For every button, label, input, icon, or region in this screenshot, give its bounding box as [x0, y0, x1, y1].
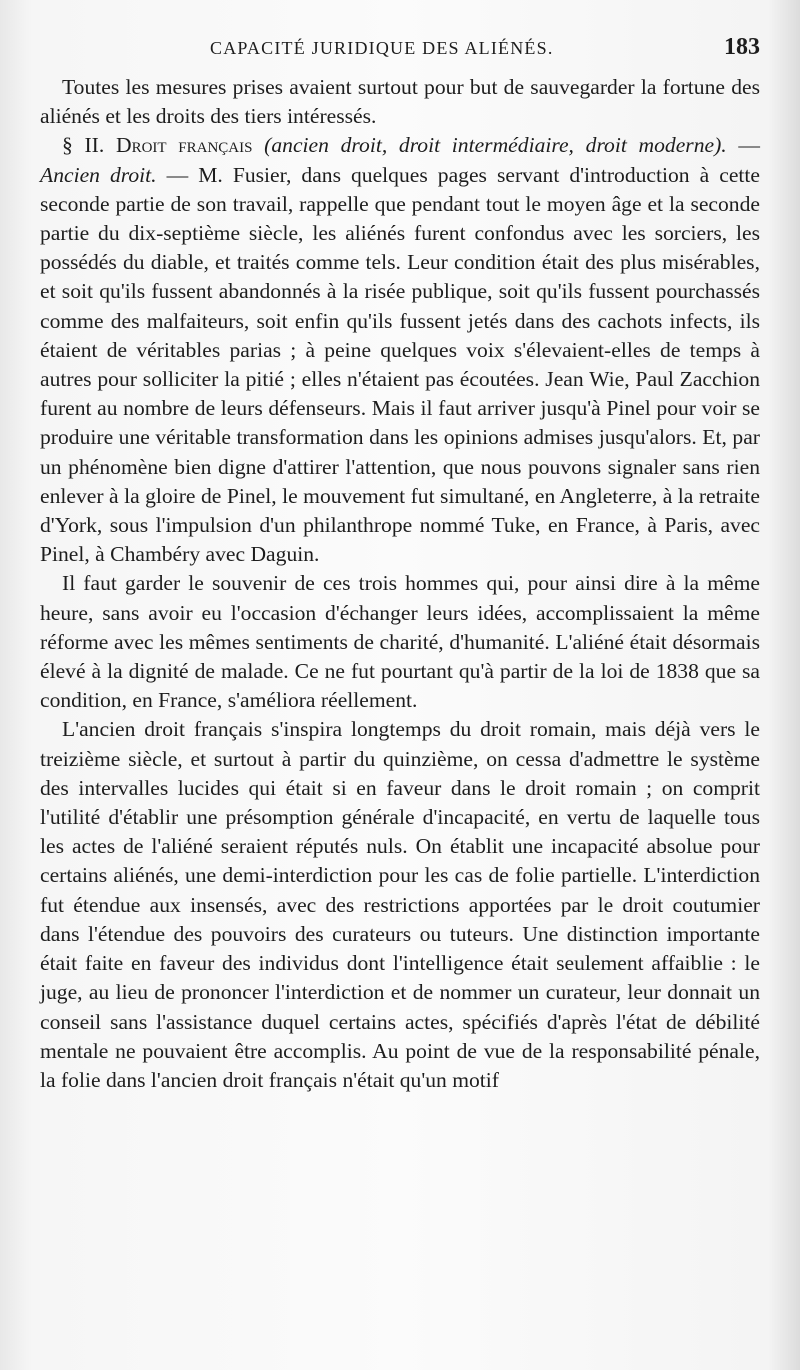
paragraph-1: Toutes les mesures prises avaient surtout pour but de sauvegarder la fortune des aliénés et les droits des tiers intéressés.	[40, 75, 760, 129]
paragraph-2	[40, 131, 760, 569]
page-body	[40, 73, 760, 1095]
page-number: 183	[724, 34, 760, 60]
section-title: Droit français	[115, 133, 253, 158]
paragraph-3: Il faut garder le souvenir de ces trois hommes qui, pour ainsi dire à la même heure, sans avoir eu l'occasion d'échanger leurs idées, accomplissaient la même réforme avec les mêmes sentiments de charité, d'humanité. L'aliéné était désormais élevé à la dignité de malade. Ce ne fut pourtant qu'à partir de la loi de 1838 que sa condition, en France, s'améliora réellement.	[40, 571, 760, 713]
section-subtitle: (ancien droit, droit intermédiaire, droit moderne).	[264, 133, 727, 158]
section-dash: —	[738, 133, 760, 158]
section-mark: § II.	[62, 133, 105, 158]
running-title: CAPACITÉ JURIDIQUE DES ALIÉNÉS.	[210, 38, 554, 58]
paragraph-2-text: — M. Fusier, dans quelques pages servant d'introduction à cette seconde partie de son travail, rappelle que pendant tout le moyen âge et la seconde partie du dix-septième siècle, les aliénés furent confondus avec les sorciers, les possédés du diable, et traités comme tels. Leur condition était des plus misérables, et soit qu'ils fussent abandonnés à la risée publique, soit qu'ils fussent pourchassés comme des malfaiteurs, soit enfin qu'ils fussent jetés dans des cachots infects, ils étaient de véritables parias ; à peine quelques voix s'élevaient-elles de temps à autres pour solliciter la pitié ; elles n'étaient pas écoutées. Jean Wie, Paul Zacchion furent au nombre de leurs défenseurs. Mais il faut arriver jusqu'à Pinel pour voir se produire une véritable transformation dans les opinions admises jusqu'alors. Et, par un phénomène bien digne d'attirer l'attention, que nous pouvons signaler sans rien enlever à la gloire de Pinel, le mouvement fut simultané, en Angleterre, à la retraite d'York, sous l'impulsion d'un philanthrope nommé Tuke, en France, à Paris, avec Pinel, à Chambéry avec Daguin.	[40, 162, 760, 567]
page-header	[40, 36, 760, 70]
subsection-title: Ancien droit.	[40, 162, 157, 187]
paragraph-4: L'ancien droit français s'inspira longtemps du droit romain, mais déjà vers le treizième siècle, et surtout à partir du quinzième, on cessa d'admettre le système des intervalles lucides qui était si en faveur dans le droit romain ; on comprit l'utilité d'établir une présomption générale d'incapacité, en vertu de laquelle tous les actes de l'aliéné seraient réputés nuls. On établit une incapacité absolue pour certains aliénés, une demi-interdiction pour les cas de folie partielle. L'interdiction fut étendue aux insensés, avec des restrictions apportées par le droit coutumier dans l'étendue des pouvoirs des curateurs ou tuteurs. Une distinction importante était faite en faveur des individus dont l'intelligence était seulement affaiblie : le juge, au lieu de prononcer l'interdiction et de nommer un curateur, leur donnait un conseil sans l'assistance duquel certains actes, spécifiés d'après l'état de débilité mentale ne pouvaient être accomplis. Au point de vue de la responsabilité pénale, la folie dans l'ancien droit français n'était qu'un motif	[40, 717, 760, 1092]
